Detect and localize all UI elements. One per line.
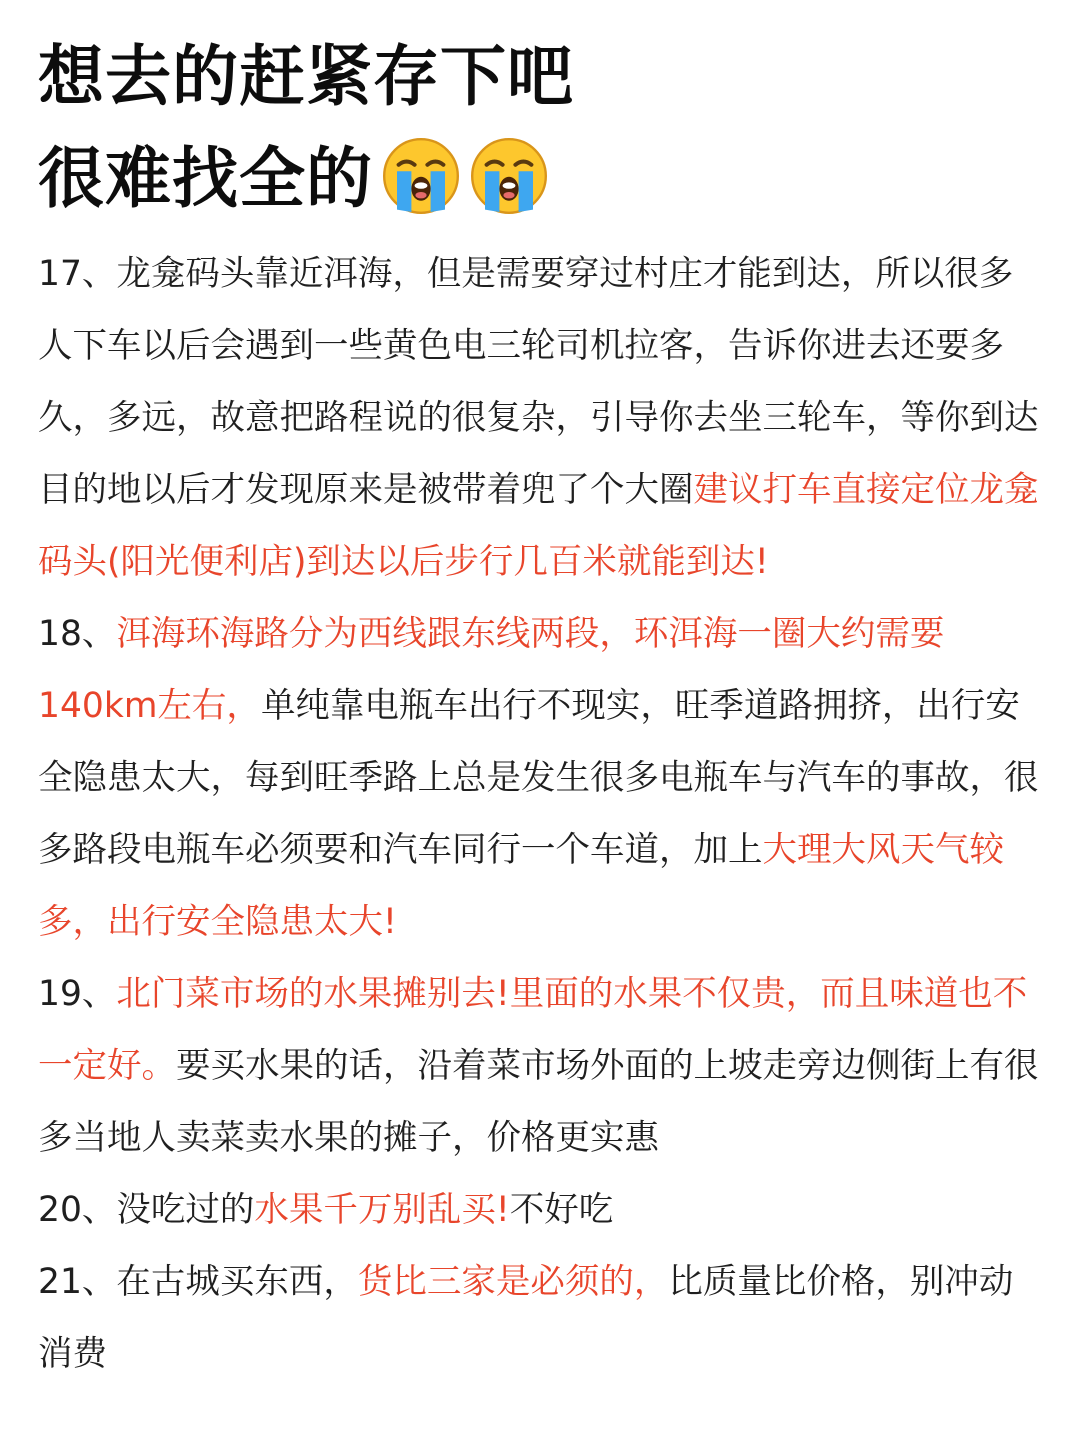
tip-text: 要买水果的话，沿着菜市场外面的上坡走旁边侧街上有很多当地人卖菜卖水果的摊子，价格更实惠 bbox=[38, 1046, 1039, 1158]
tip-number: 21、 bbox=[38, 1262, 117, 1302]
tip-number: 19、 bbox=[38, 974, 117, 1014]
tip-19 bbox=[38, 958, 1040, 1174]
tip-text: 单纯靠电瓶车出行不现实，旺季道路拥挤，出行安全隐患太大，每到旺季路上总是发生很多电瓶车与汽车的事故，很多路段电瓶车必须要和汽车同行一个车道，加上 bbox=[38, 686, 1039, 870]
tip-17 bbox=[38, 238, 1040, 598]
tip-highlight: 货比三家是必须的， bbox=[357, 1262, 669, 1302]
tip-text: 在古城买东西， bbox=[116, 1262, 358, 1302]
tip-18 bbox=[38, 598, 1040, 958]
title-line-2-text: 很难找全的 bbox=[38, 140, 373, 217]
title-line-2 bbox=[38, 128, 1040, 230]
tip-highlight: 建议打车直接定位龙龛码头(阳光便利店)到达以后步行几百米就能到达! bbox=[38, 470, 1039, 582]
tip-20 bbox=[38, 1174, 1040, 1246]
tip-number: 18、 bbox=[38, 614, 117, 654]
tip-text: 比质量比价格，别冲动消费 bbox=[38, 1262, 1014, 1374]
title-line-1: 想去的赶紧存下吧 bbox=[38, 38, 574, 115]
tip-21 bbox=[38, 1246, 1040, 1390]
tip-number: 17、 bbox=[38, 254, 117, 294]
tip-highlight: 水果千万别乱买! bbox=[254, 1190, 510, 1230]
tip-text: 龙龛码头靠近洱海，但是需要穿过村庄才能到达，所以很多人下车以后会遇到一些黄色电三轮司机拉客，告诉你进去还要多久，多远，故意把路程说的很复杂，引导你去坐三轮车，等你到达目的地以后才发现原来是被带着兜了个大圈 bbox=[38, 254, 1039, 510]
tip-number: 20、 bbox=[38, 1190, 117, 1230]
tip-text: 不好吃 bbox=[509, 1190, 614, 1230]
tip-highlight: 洱海环海路分为西线跟东线两段，环洱海一圈大约需要140km左右， bbox=[38, 614, 945, 726]
tip-text: 没吃过的 bbox=[116, 1190, 255, 1230]
tips-list bbox=[38, 238, 1040, 1390]
loudly-crying-face-icon bbox=[469, 136, 549, 216]
tip-highlight: 大理大风天气较多，出行安全隐患太大! bbox=[38, 830, 1004, 942]
page-title bbox=[38, 26, 1040, 230]
tip-highlight: 北门菜市场的水果摊别去!里面的水果不仅贵，而且味道也不一定好。 bbox=[38, 974, 1028, 1086]
loudly-crying-face-icon bbox=[381, 136, 461, 216]
